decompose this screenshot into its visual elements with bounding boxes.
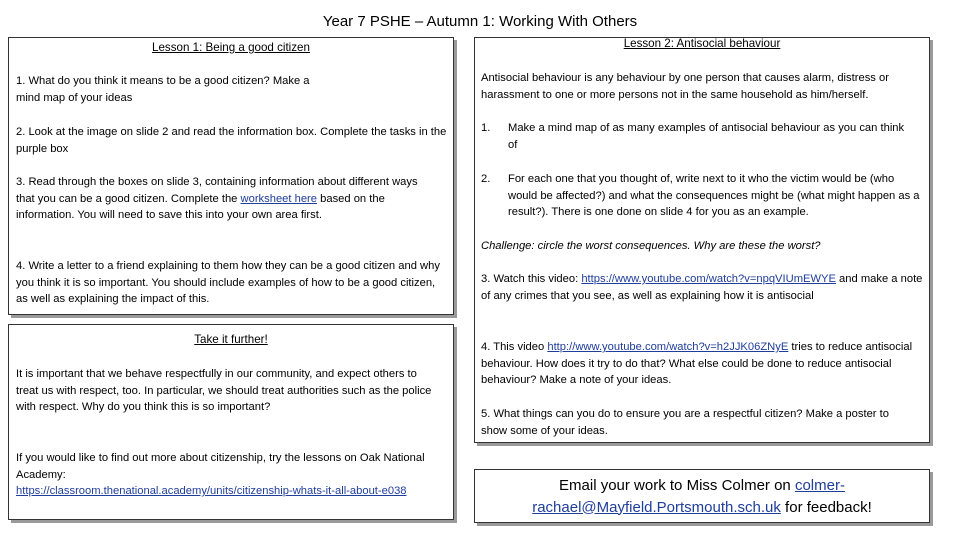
lesson2-intro: Antisocial behaviour is any behaviour by one person that causes alarm, distress or harassment to one or more persons not in the same household as him/herself.: [481, 72, 889, 101]
lesson2-challenge: Challenge: circle the worst consequences. Why are these the worst?: [481, 240, 821, 252]
lesson2-item1-text: Make a mind map of as many examples of antisocial behaviour as you can think of: [508, 122, 905, 151]
lesson2-task4-text-b: tries to reduce antisocial behaviour. How does it try to do that? What else could be done to reduce antisocial behaviour? Make a note of your ideas.: [481, 341, 913, 386]
further-para2-text: If you would like to find out more about citizenship, try the lessons on Oak National Academy:: [16, 452, 425, 481]
lesson2-task3: [481, 271, 925, 304]
lesson2-item2-number: 2.: [481, 173, 491, 185]
lesson1-task2: 2. Look at the image on slide 2 and read the information box. Complete the tasks in the purple box: [16, 126, 447, 155]
lesson1-task4: 4. Write a letter to a friend explaining to them how they can be a good citizen and why you think it is so important. You should include examples of how to be a good citizen, as well as explaining the impact of this.: [16, 260, 440, 305]
further-heading: Take it further!: [194, 333, 268, 346]
lesson1-task3-text-a: 3. Read through the boxes on slide 3, containing information about different ways that you can be a good citizen. Complete the: [16, 176, 418, 205]
lesson2-task4-text-a: 4. This video: [481, 341, 548, 353]
lesson2-task3-text-a: 3. Watch this video:: [481, 273, 582, 285]
email-link[interactable]: colmer-rachael@Mayfield.Portsmouth.sch.uk: [532, 477, 845, 516]
lesson2-item2-text: For each one that you thought of, write next to it who the victim would be (who would be affected?) and what the consequences might be (what might happen as a result?). There is one done on slide 4 for you as an example.: [508, 173, 920, 218]
email-text-a: Email your work to Miss Colmer on: [559, 477, 795, 494]
email-text-b: for feedback!: [780, 498, 872, 516]
lesson2-task5: 5. What things can you do to ensure you are a respectful citizen? Make a poster to show some of your ideas.: [481, 408, 889, 437]
video1-link[interactable]: https://www.youtube.com/watch?v=npqVIUmEWYE: [581, 273, 836, 285]
lesson1-task3-text-b: based on the information. You will need to save this into your own area first.: [16, 192, 385, 221]
lesson2-task4: [481, 339, 925, 389]
lesson2-item1-number: 1.: [481, 122, 491, 134]
email-note: [478, 475, 926, 518]
oak-academy-link[interactable]: https://classroom.thenational.academy/units/citizenship-whats-it-all-about-e038: [16, 485, 407, 497]
lesson2-heading: Lesson 2: Antisocial behaviour: [623, 37, 781, 50]
lesson1-task3: [16, 174, 436, 224]
video2-link[interactable]: http://www.youtube.com/watch?v=h2JJK06ZNyE: [547, 341, 789, 353]
page-title: Year 7 PSHE – Autumn 1: Working With Others: [322, 13, 638, 30]
further-para2: [16, 450, 448, 500]
worksheet-link[interactable]: worksheet here: [240, 192, 318, 205]
lesson1-heading: Lesson 1: Being a good citizen: [152, 41, 310, 54]
further-para1: It is important that we behave respectfully in our community, and expect others to treat us with respect, too. In particular, we should treat authorities such as the police with respect. Why do you think this is so important?: [16, 368, 432, 413]
lesson2-item2: [481, 171, 921, 221]
lesson2-item1: [481, 120, 911, 153]
lesson2-task3-text-b: and make a note of any crimes that you see, as well as explaining how it is antisocial: [481, 273, 923, 302]
lesson1-task1: 1. What do you think it means to be a good citizen? Make a mind map of your ideas: [16, 75, 310, 104]
